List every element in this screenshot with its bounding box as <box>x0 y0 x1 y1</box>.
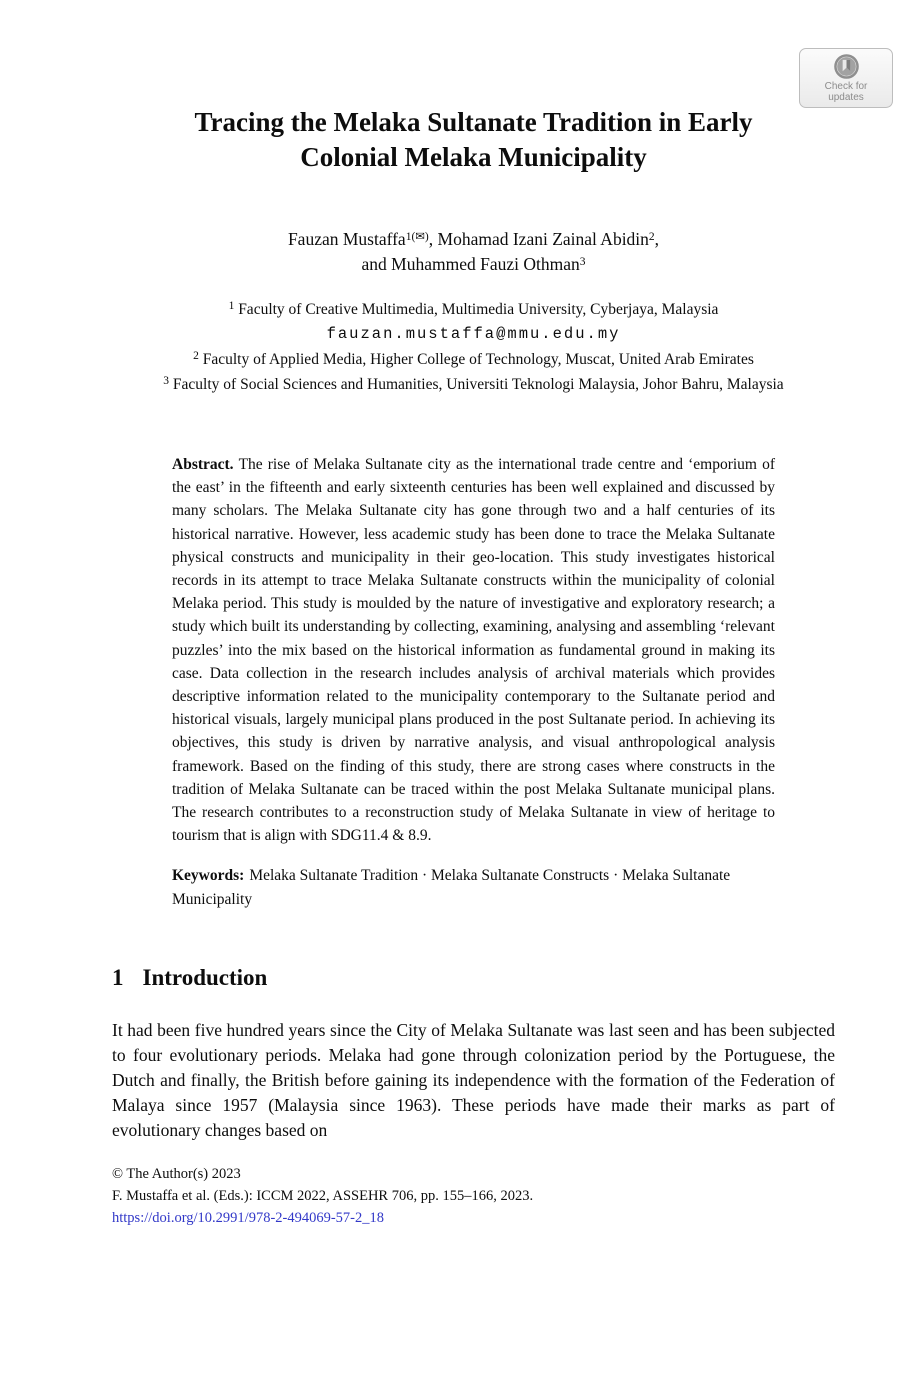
author-affiliation-marker: 3 <box>579 255 586 268</box>
page-content <box>0 105 916 1229</box>
author-affiliation-marker: 1(✉) <box>405 230 429 243</box>
affiliations-block <box>112 297 835 397</box>
section-heading <box>112 964 835 992</box>
intro-paragraph: It had been five hundred years since the City of Melaka Sultanate was last seen and has been subjected to four evolutionary periods. Melaka had gone through colonization period by the Portuguese, the Dutch and finally, the British before gaining its independence with the formation of the Federation of Malaya since 1957 (Malaysia since 1963). These periods have made their marks as part of evolutionary changes based on <box>112 1019 835 1140</box>
abstract <box>172 453 775 847</box>
keywords-text: Melaka Sultanate Tradition · Melaka Sultanate Constructs · Melaka Sultanate Municipality <box>172 867 731 908</box>
affiliation-marker: 2 <box>193 349 199 362</box>
affiliation <box>121 347 826 372</box>
affiliation <box>121 372 826 397</box>
author-separator: , <box>428 229 438 249</box>
check-for-updates-badge[interactable] <box>799 48 893 108</box>
section-number: 1 <box>112 964 124 990</box>
doi-link[interactable]: https://doi.org/10.2991/978-2-494069-57-2_18 <box>112 1209 385 1226</box>
paper-title: Tracing the Melaka Sultanate Tradition in Early Colonial Melaka Municipality <box>194 107 753 172</box>
citation-line: F. Mustaffa et al. (Eds.): ICCM 2022, ASSEHR 706, pp. 155–166, 2023. <box>112 1187 534 1204</box>
badge-label-line1: Check for <box>824 80 868 92</box>
keywords <box>172 864 775 910</box>
affiliation-text: Faculty of Social Sciences and Humanities, Universiti Teknologi Malaysia, Johor Bahru, Malaysia <box>172 376 784 393</box>
abstract-text: The rise of Melaka Sultanate city as the international trade centre and ‘emporium of the east’ in the fifteenth and early sixteenth centuries has been well explained and discussed by many scholars. The Melaka Sultanate city has gone through two and a half centuries of its historical narrative. However, less academic study has been done to trace the Melaka Sultanate physical constructs and municipality in their geo-location. This study investigates historical records in its attempt to trace Melaka Sultanate constructs within the municipality of colonial Melaka period. This study is moulded by the nature of investigative and exploratory research; a study which built its understanding by collecting, examining, analysing and assembling ‘relevant puzzles’ into the mix based on the historical information as fundamental ground in making its case. Data collection in the research includes analysis of archival materials which provides descriptive information related to the municipality contemporary to the Sultanate period and historical visuals, largely municipal plans produced in the post Sultanate period. In achieving its objectives, this study is driven by narrative analysis, and visual anthropological analysis framework. Based on the finding of this study, there are strong cases where constructs in the tradition of Melaka Sultanate can be traced within the post Melaka Sultanate municipal plans. The research contributes to a reconstruction study of Melaka Sultanate in view of heritage to tourism that is align with SDG11.4 & 8.9. <box>172 456 775 845</box>
author-name: and Muhammed Fauzi Othman <box>361 254 580 274</box>
copyright-line: © The Author(s) 2023 <box>112 1165 241 1182</box>
author-affiliation-marker: 2 <box>648 230 655 243</box>
authors-line <box>112 227 835 277</box>
keywords-label: Keywords: <box>172 867 245 885</box>
abstract-label: Abstract. <box>172 456 234 473</box>
affiliation <box>121 297 826 347</box>
badge-label-line2: updates <box>828 91 864 103</box>
author-email: fauzan.mustaffa@mmu.edu.my <box>326 325 621 343</box>
section-title: Introduction <box>142 964 268 990</box>
author-name: Mohamad Izani Zainal Abidin <box>437 229 649 249</box>
crossmark-icon <box>834 54 859 79</box>
badge-label <box>825 81 868 103</box>
author-separator: , <box>654 229 660 249</box>
footer <box>112 1163 835 1229</box>
affiliation-text: Faculty of Applied Media, Higher College of Technology, Muscat, United Arab Emirates <box>202 351 754 368</box>
affiliation-text: Faculty of Creative Multimedia, Multimedia University, Cyberjaya, Malaysia <box>238 301 719 318</box>
author-name: Fauzan Mustaffa <box>287 229 406 249</box>
affiliation-marker: 3 <box>163 374 170 387</box>
affiliation-marker: 1 <box>228 299 235 312</box>
